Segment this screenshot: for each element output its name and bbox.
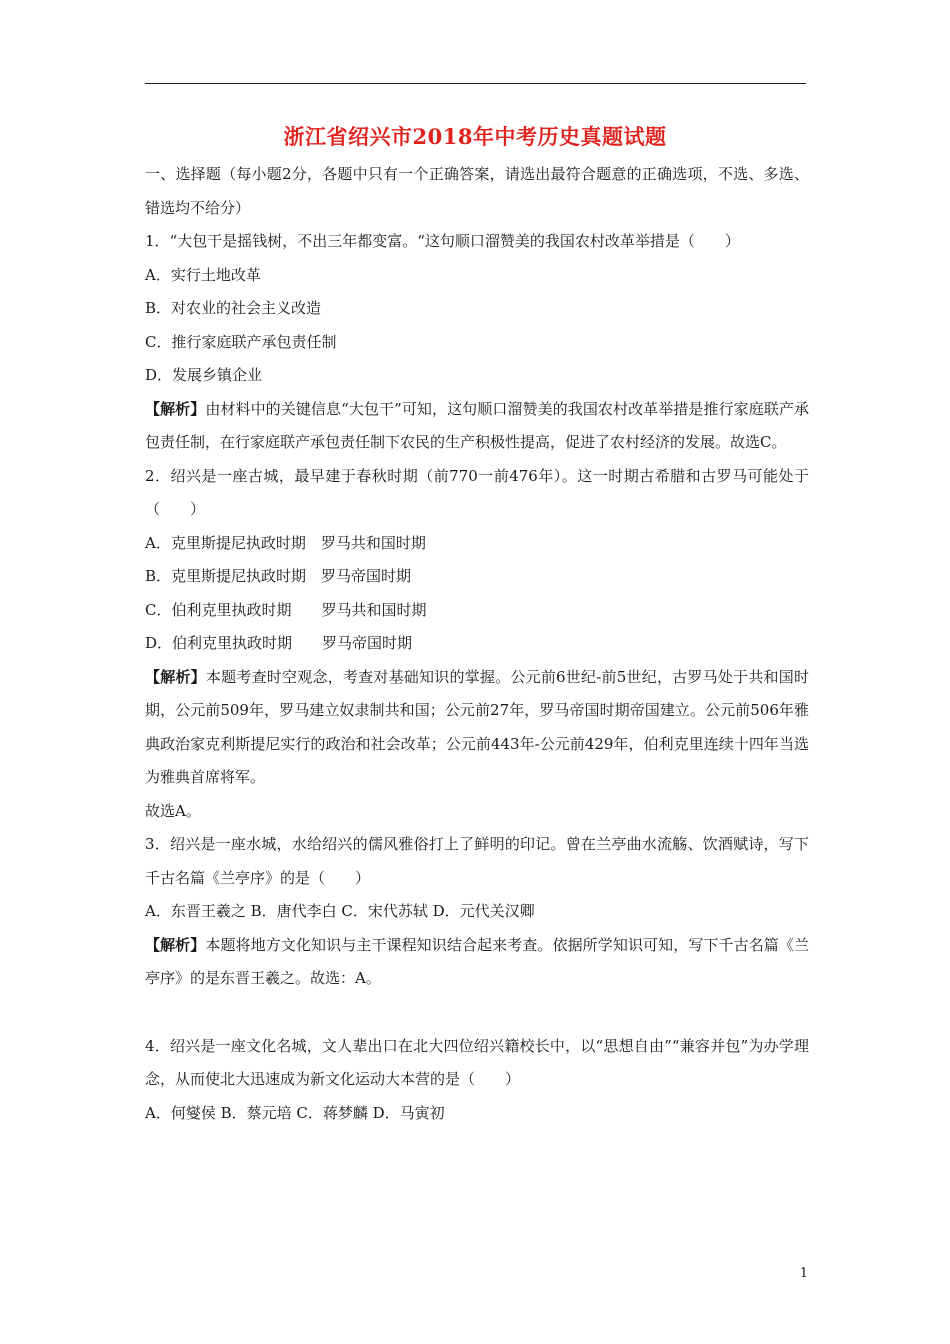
q1-option-c: C．推行家庭联产承包责任制 [145,332,337,351]
q3-options: A．东晋王羲之 B．唐代李白 C．宋代苏轼 D．元代关汉卿 [145,902,535,920]
q2-option-c: C．伯利克里执政时期 罗马共和国时期 [145,600,427,619]
q2-answer: 故选A。 [145,801,201,820]
q1-analysis [145,393,809,460]
q1-option-a: A．实行土地改革 [145,265,261,284]
analysis-tag: 【解析】 [145,399,206,418]
section-heading: 一、选择题（每小题2分，各题中只有一个正确答案，请选出最符合题意的正确选项，不选、多选、错选均不给分） [145,165,809,217]
q2-option-b: B．克里斯提尼执政时期 罗马帝国时期 [145,567,412,585]
q3-stem: 3．绍兴是一座水城，水给绍兴的儒风雅俗打上了鲜明的印记。曾在兰亭曲水流觞、饮酒赋诗，写下千古名篇《兰亭序》的是（ ） [145,835,809,887]
header-rule [145,83,806,84]
q1-stem: 1．“大包干是摇钱树，不出三年都变富。“这句顺口溜赞美的我国农村改革举措是（ ） [145,232,740,250]
analysis-tag: 【解析】 [145,667,206,686]
q3-analysis [145,929,809,996]
q4-stem: 4．绍兴是一座文化名城，文人辈出口在北大四位绍兴籍校长中，以“思想自由”“兼容并包”为办学理念，从而使北大迅速成为新文化运动大本营的是（ ） [145,1036,809,1088]
q2-stem: 2．绍兴是一座古城，最早建于春秋时期（前770一前476年）。这一时期古希腊和古罗马可能处于（ ） [145,466,809,518]
q1-option-b: B．对农业的社会主义改造 [145,299,322,317]
q2-option-a: A．克里斯提尼执政时期 罗马共和国时期 [145,533,426,552]
q1-option-d: D．发展乡镇企业 [145,366,263,384]
page-title: 浙江省绍兴市2018年中考历史真题试题 [283,124,667,149]
document-body [145,158,809,1130]
q2-analysis-text: 本题考查时空观念，考查对基础知识的掌握。公元前6世纪-前5世纪，古罗马处于共和国时期，公元前509年，罗马建立奴隶制共和国；公元前27年，罗马帝国时期帝国建立。公元前506年雅典政治家克利斯提尼实行的政治和社会改革；公元前443年-公元前429年，伯利克里连续十四年当选为雅典首席将军。 [145,667,809,786]
q2-option-d: D．伯利克里执政时期 罗马帝国时期 [145,634,413,652]
q1-analysis-text: 由材料中的关键信息“大包干”可知，这句顺口溜赞美的我国农村改革举措是推行家庭联产承包责任制，在行家庭联产承包责任制下农民的生产积极性提高，促进了农村经济的发展。故选C。 [145,399,809,451]
spacer [145,996,809,1030]
analysis-tag: 【解析】 [145,935,206,954]
q3-analysis-text: 本题将地方文化知识与主干课程知识结合起来考查。依据所学知识可知，写下千古名篇《兰亭序》的是东晋王羲之。故选：A。 [145,935,809,987]
q2-analysis [145,661,809,795]
q4-options: A．何燮侯 B．蔡元培 C．蒋梦麟 D．马寅初 [145,1103,445,1122]
page-number: 1 [799,1266,808,1281]
